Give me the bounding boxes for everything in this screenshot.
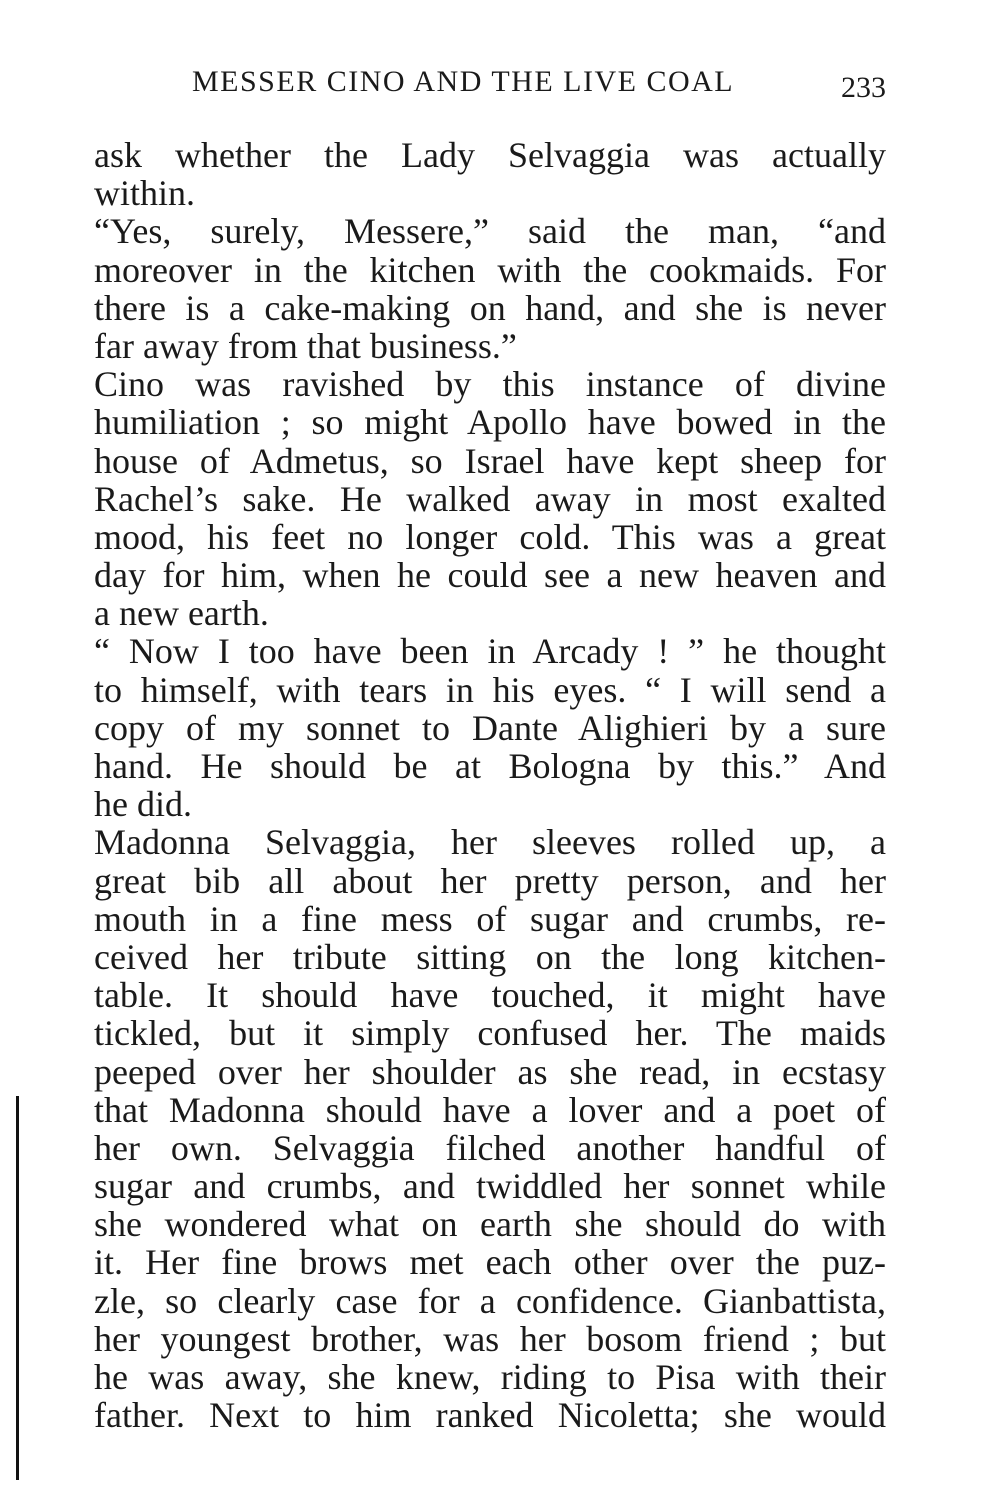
- text-line: she wondered what on earth she should do with: [94, 1204, 886, 1245]
- text-line: zle, so clearly case for a confidence. Gianbattista,: [94, 1280, 886, 1321]
- text-line: there is a cake-making on hand, and she is never: [94, 287, 886, 328]
- text-line: ceived her tribute sitting on the long kitchen-: [94, 936, 886, 977]
- text-line: he did.: [94, 784, 192, 825]
- text-line: her own. Selvaggia filched another handful of: [94, 1127, 886, 1168]
- text-line: ask whether the Lady Selvaggia was actually: [94, 135, 886, 175]
- text-line: copy of my sonnet to Dante Alighieri by a sure: [94, 707, 886, 748]
- page-header: [94, 64, 886, 104]
- page-number: 233: [841, 71, 886, 104]
- text-line: moreover in the kitchen with the cookmaids. For: [94, 249, 886, 290]
- text-line: it. Her fine brows met each other over the puz-: [94, 1242, 886, 1283]
- text-line: hand. He should be at Bologna by this.” And: [94, 746, 886, 786]
- text-line: Cino was ravished by this instance of divine: [94, 364, 886, 405]
- text-line: to himself, with tears in his eyes. “ I will send a: [94, 669, 886, 710]
- text-line: Rachel’s sake. He walked away in most exalted: [94, 478, 886, 519]
- text-line: sugar and crumbs, and twiddled her sonnet while: [94, 1166, 886, 1207]
- text-line: table. It should have touched, it might have: [94, 975, 886, 1016]
- text-line: Madonna Selvaggia, her sleeves rolled up, a: [94, 822, 886, 863]
- text-line: within.: [94, 173, 196, 214]
- text-line: mouth in a fine mess of sugar and crumbs, re-: [94, 898, 886, 939]
- margin-rule: [16, 1096, 19, 1480]
- text-line: tickled, but it simply confused her. The maids: [94, 1013, 886, 1054]
- text-line: “ Now I too have been in Arcady ! ” he thought: [94, 631, 886, 672]
- text-line: far away from that business.”: [94, 325, 517, 366]
- text-line: a new earth.: [94, 593, 269, 634]
- text-line: that Madonna should have a lover and a poet of: [94, 1089, 886, 1130]
- text-line: day for him, when he could see a new heaven and: [94, 555, 886, 596]
- text-line: mood, his feet no longer cold. This was a great: [94, 516, 886, 557]
- text-line: great bib all about her pretty person, and her: [94, 860, 886, 901]
- text-line: “Yes, surely, Messere,” said the man, “and: [94, 211, 886, 252]
- running-head: MESSER CINO AND THE LIVE COAL: [192, 65, 735, 98]
- text-line: house of Admetus, so Israel have kept sheep for: [94, 440, 886, 481]
- text-line: humiliation ; so might Apollo have bowed in the: [94, 402, 886, 443]
- text-line: peeped over her shoulder as she read, in ecstasy: [94, 1051, 886, 1092]
- text-line: he was away, she knew, riding to Pisa with their: [94, 1357, 886, 1397]
- body-text: [94, 136, 886, 1434]
- text-line: father. Next to him ranked Nicoletta; she would: [94, 1395, 886, 1436]
- text-line: her youngest brother, was her bosom friend ; but: [94, 1318, 886, 1359]
